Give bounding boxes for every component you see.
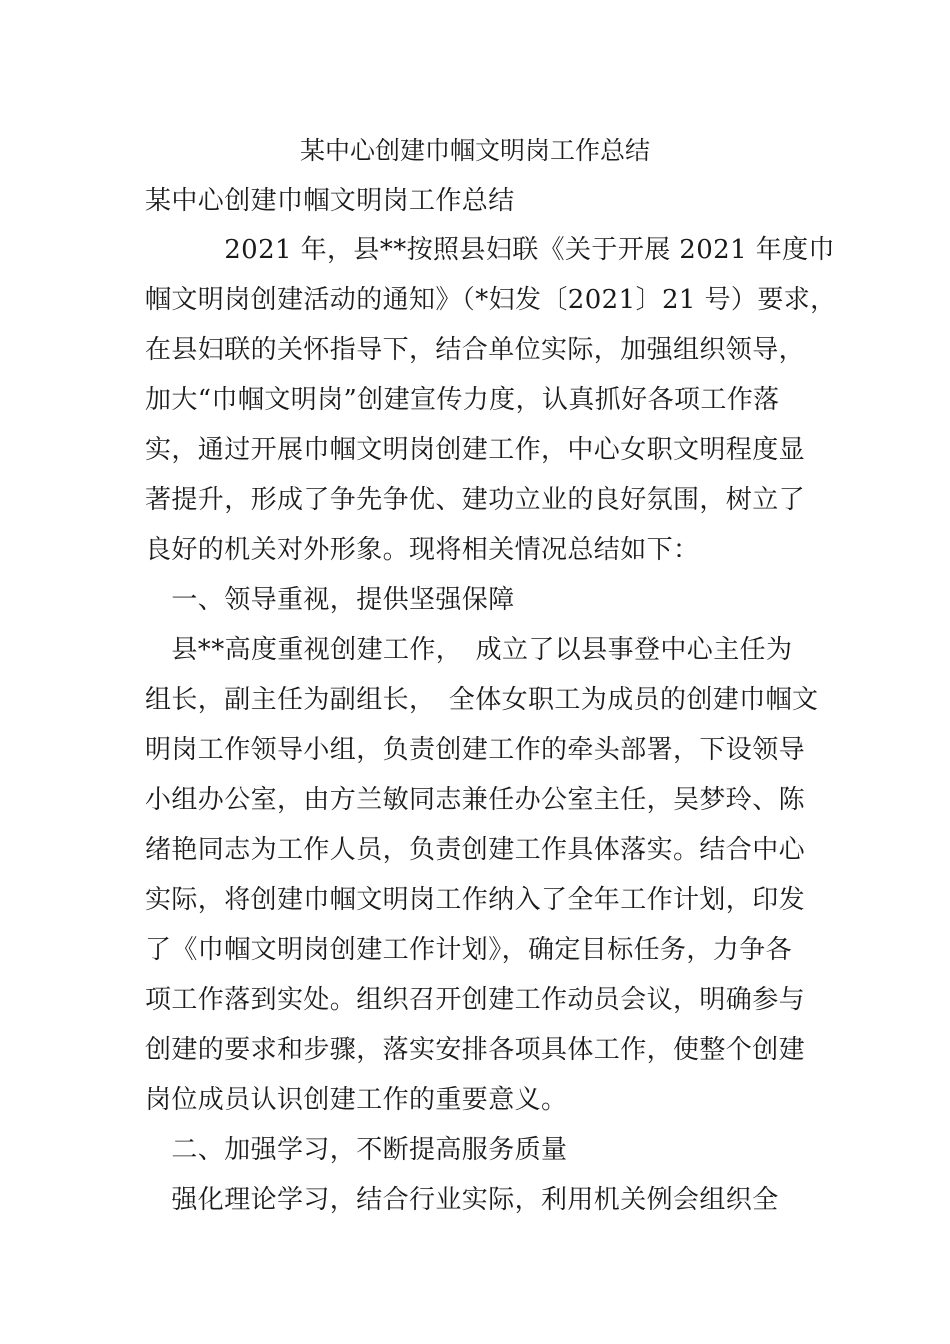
- text-line: 县**高度重视创建工作， 成立了以县事登中心主任为: [145, 635, 793, 665]
- text-line: 著提升，形成了争先争优、建功立业的良好氛围，树立了: [145, 485, 806, 515]
- text-line: 在县妇联的关怀指导下，结合单位实际，加强组织领导，: [145, 335, 806, 365]
- text-line: 某中心创建巾帼文明岗工作总结: [145, 186, 515, 216]
- text-line: 岗位成员认识创建工作的重要意义。: [145, 1085, 568, 1115]
- text-line: 2021 年，县**按照县妇联《关于开展 2021 年度巾: [145, 235, 835, 265]
- text-line: 创建的要求和步骤，落实安排各项具体工作，使整个创建: [145, 1035, 806, 1065]
- text-line: 项工作落到实处。组织召开创建工作动员会议，明确参与: [145, 985, 806, 1015]
- document-title: 某中心创建巾帼文明岗工作总结: [299, 136, 650, 165]
- text-line: 了《巾帼文明岗创建工作计划》，确定目标任务，力争各: [145, 935, 793, 965]
- text-line: 帼文明岗创建活动的通知》（*妇发〔2021〕21 号）要求，: [145, 285, 837, 315]
- text-line: 强化理论学习，结合行业实际，利用机关例会组织全: [145, 1185, 779, 1215]
- text-line: 小组办公室，由方兰敏同志兼任办公室主任，吴梦玲、陈: [145, 785, 806, 815]
- text-line: 实际，将创建巾帼文明岗工作纳入了全年工作计划，印发: [145, 885, 806, 915]
- text-line: 绪艳同志为工作人员，负责创建工作具体落实。结合中心: [145, 835, 806, 865]
- text-line: 明岗工作领导小组，负责创建工作的牵头部署，下设领导: [145, 735, 806, 765]
- text-line: 加大“巾帼文明岗”创建宣传力度，认真抓好各项工作落: [145, 385, 780, 415]
- text-line: 良好的机关对外形象。现将相关情况总结如下：: [145, 535, 700, 565]
- section-heading: 一、领导重视，提供坚强保障: [145, 585, 515, 615]
- text-line: 实，通过开展巾帼文明岗创建工作，中心女职文明程度显: [145, 435, 806, 465]
- text-line: 组长，副主任为副组长， 全体女职工为成员的创建巾帼文: [145, 685, 819, 715]
- section-heading: 二、加强学习，不断提高服务质量: [145, 1135, 568, 1165]
